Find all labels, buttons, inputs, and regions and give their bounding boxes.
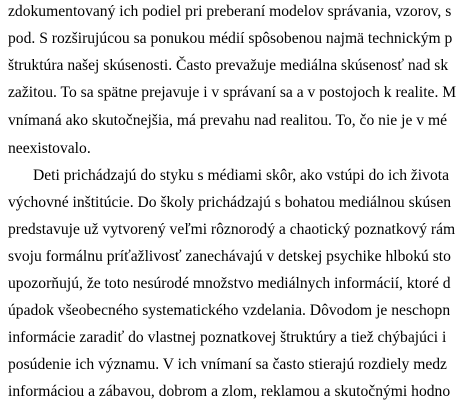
text-line-13: informácie zaradiť do vlastnej poznatkovej štruktúry a tiež chýbajúci i [8, 329, 447, 346]
text-line-15: informáciou a zábavou, dobrom a zlom, reklamou a skutočnými hodno [8, 383, 451, 400]
text-line-3: štruktúra našej skúsenosti. Často prevažuje mediálna skúsenosť nad sk [8, 57, 449, 74]
text-line-10: svoju formálnu príťažlivosť zanechávajú v detskej psychike hlbokú sto [8, 248, 451, 265]
text-line-1: zdokumentovaný ich podiel pri preberaní modelov správania, vzorov, s [8, 3, 452, 20]
text-line-5: vnímaná ako skutočnejšia, má prevahu nad realitou. To, čo nie je v mé [8, 112, 448, 129]
text-line-2: pod. S rozširujúcou sa ponukou médií spôsobenou najmä technickým p [8, 30, 453, 47]
text-line-14: posúdenie ich významu. V ich vnímaní sa často stierajú rozdiely medz [8, 356, 447, 373]
text-line-6: neexistovalo. [8, 140, 91, 157]
text-line-12: úpadok všeobecného systematického vzdelania. Dôvodom je neschopn [8, 302, 451, 319]
paragraph-start-line: Deti prichádzajú do styku s médiami skôr, ako vstúpi do ich života [33, 167, 449, 184]
text-line-11: upozorňujú, že toto nesúrodé množstvo mediálnych informácií, ktoré d [8, 275, 451, 292]
text-line-4: zažitou. To sa spätne prejavuje i v správaní sa a v postojoch k realite. M [8, 84, 457, 101]
text-line-8: výchovné inštitúcie. Do školy prichádzajú s bohatou mediálnou skúsen [8, 194, 452, 211]
text-line-9: predstavuje už vytvorený veľmi rôznorodý a chaotický poznatkový rám [8, 221, 456, 238]
